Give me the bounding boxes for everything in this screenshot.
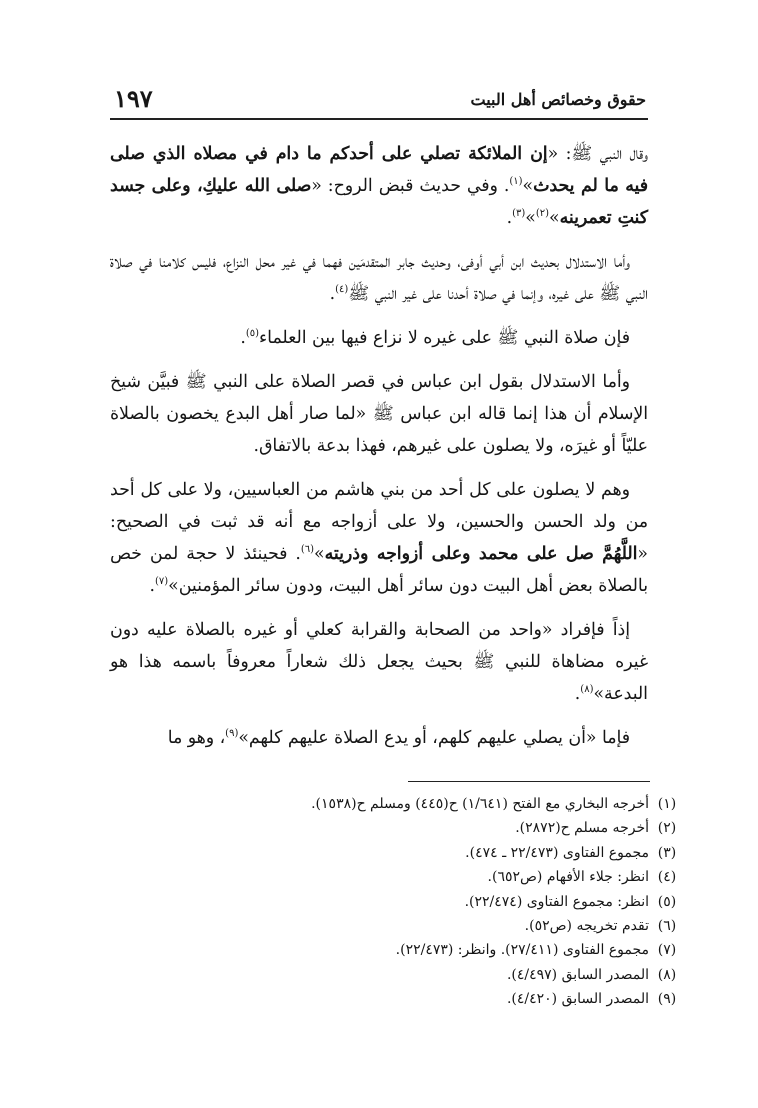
footnote-ref-9[interactable]: (٩) (225, 728, 239, 740)
footnote-item (110, 938, 685, 962)
footnote-ref-3[interactable]: (٣) (512, 208, 526, 220)
text-run: وهم لا يصلون على كل أحد من بني هاشم من العباسيين، ولا على كل أحد من ولد الحسن والحسين، ولا على أزواجه مع أنه قد ثبت في الصحيح: « (110, 480, 648, 564)
footnote-ref-5[interactable]: (٥) (245, 328, 260, 340)
footnote-separator (408, 781, 650, 782)
footnote-ref-2[interactable]: (٢) (535, 208, 550, 220)
footnote-number: (٢) (657, 820, 677, 837)
footnote-number: (٥) (657, 893, 677, 910)
footnote-item (110, 792, 685, 816)
footnote-item (110, 890, 685, 914)
text-run: . (574, 684, 581, 704)
hadith-quote: اللَّهُمَّ صل على محمد وعلى أزواجه وذريته (324, 544, 638, 564)
footnote-text: مجموع الفتاوى (٢٧/٤١١). وانظر: (٢٢/٤٧٣). (395, 942, 649, 959)
footnote-text: انظر: مجموع الفتاوى (٢٢/٤٧٤). (464, 893, 649, 910)
paragraph-1 (110, 138, 648, 234)
text-run: إذاً فإفراد «واحد من الصحابة والقرابة كعلي أو غيره بالصلاة عليه دون غيره مضاهاة للنبي ﷺ بحيث يجعل ذلك شعاراً معروفاً باسمه هذا هو البدعة» (110, 620, 648, 704)
footnote-text: تقدم تخريجه (ص٥٢). (524, 917, 649, 934)
text-run: فإما «أن يصلي عليهم كلهم، أو يدع الصلاة عليهم كلهم» (238, 728, 630, 748)
footnotes (110, 792, 685, 1012)
text-run: » (549, 208, 560, 228)
footnote-ref-8[interactable]: (٨) (580, 684, 594, 696)
text-run: . (240, 328, 246, 348)
footnote-text: مجموع الفتاوى (٢٢/٤٧٣ ـ ٤٧٤). (465, 844, 649, 861)
footnote-item (110, 963, 685, 987)
paragraph-4 (110, 366, 648, 462)
paragraph-2 (110, 246, 648, 310)
footnote-ref-4[interactable]: (٤) (335, 284, 349, 296)
hadith-quote: صلى الله عليكِ، وعلى جسد كنتِ تعمرينه (110, 176, 648, 228)
paragraph-7 (110, 722, 648, 754)
footnote-number: (٧) (657, 942, 677, 959)
text-run: وأما الاستدلال بحديث ابن أبي أوفى، وحديث جابر المتقدمَين فهما في غير محل النزاع، فليس كلامنا في صلاة النبي ﷺ على غيره، وإنما في صلاة أحدنا على غير النبي ﷺ (110, 252, 648, 304)
footnote-number: (١) (657, 796, 677, 812)
paragraph-5 (110, 474, 648, 602)
hadith-quote: إن الملائكة تصلي على أحدكم ما دام في مصلاه الذي صلى فيه ما لم يحدث (110, 144, 648, 196)
text-run: . (329, 284, 336, 304)
text-run: » (525, 208, 536, 228)
footnote-ref-6[interactable]: (٦) (300, 544, 315, 556)
text-run: . (506, 208, 513, 228)
footnote-text: المصدر السابق (٤/٤٢٠). (506, 991, 649, 1008)
footnote-item (110, 914, 685, 938)
footnote-ref-1[interactable]: (١) (509, 176, 523, 188)
footnote-item (110, 987, 685, 1011)
text-run: . وفي حديث قبض الروح: « (311, 176, 510, 196)
footnote-number: (٩) (657, 991, 677, 1008)
body-text (110, 138, 648, 766)
footnote-text: أخرجه البخاري مع الفتح (١/٦٤١) ح(٤٤٥) ومسلم ح(١٥٣٨). (311, 796, 649, 812)
footnote-item (110, 865, 685, 889)
text-run: وأما الاستدلال بقول ابن عباس في قصر الصلاة على النبي ﷺ فبيَّن شيخ الإسلام أن هذا إنما قاله ابن عباس ﷺ «لما صار أهل البدع يخصون بالصلاة عليّاً أو غيرَه، ولا يصلون على غيرهم، فهذا بدعة بالاتفاق. (110, 372, 648, 456)
footnote-text: انظر: جلاء الأفهام (ص٦٥٢). (487, 869, 649, 886)
text-run: ، وهو ما (167, 728, 226, 748)
paragraph-3 (110, 322, 648, 354)
footnote-number: (٨) (657, 966, 677, 983)
text-run: فإن صلاة النبي ﷺ على غيره لا نزاع فيها بين العلماء (259, 328, 630, 348)
text-run: » (314, 544, 325, 564)
footnote-ref-7[interactable]: (٧) (154, 576, 169, 588)
text-run: . فحينئذ لا حجة لمن خص بالصلاة بعض أهل البيت دون سائر أهل البيت، ودون سائر المؤمنين» (110, 544, 648, 596)
footnote-item (110, 816, 685, 840)
footnote-text: المصدر السابق (٤/٤٩٧). (506, 966, 649, 983)
running-title: حقوق وخصائص أهل البيت (470, 90, 646, 109)
footnote-text: أخرجه مسلم ح(٢٨٧٢). (515, 820, 649, 837)
footnote-number: (٣) (657, 844, 677, 861)
text-run: . (149, 576, 155, 596)
footnote-number: (٦) (657, 917, 677, 934)
text-run: وقال النبي ﷺ: « (547, 144, 648, 164)
page-number: ١٩٧ (114, 84, 153, 113)
page-header (110, 84, 648, 120)
footnote-number: (٤) (657, 869, 677, 886)
paragraph-6 (110, 614, 648, 710)
footnote-item (110, 841, 685, 865)
text-run: » (522, 176, 534, 196)
